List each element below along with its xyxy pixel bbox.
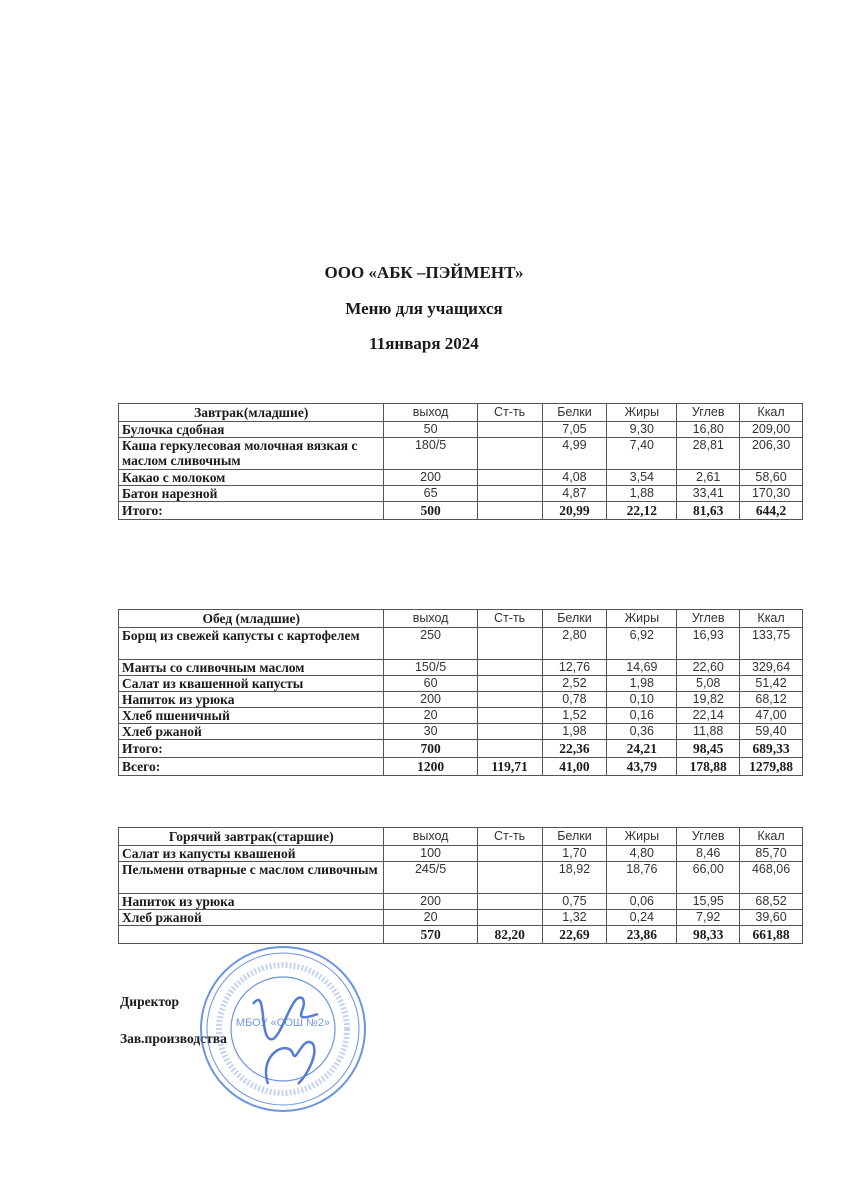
cell-value: 200 <box>384 894 477 910</box>
cell-value: 51,42 <box>740 676 803 692</box>
menu-table-breakfast-junior <box>118 403 803 520</box>
cell-value: 0,24 <box>607 910 677 926</box>
cell-value: 661,88 <box>740 926 803 944</box>
cell-value: 22,60 <box>677 660 740 676</box>
column-header: Жиры <box>607 404 677 422</box>
cell-value: 23,86 <box>607 926 677 944</box>
cell-value: 2,52 <box>542 676 607 692</box>
dish-name: Борщ из свежей капусты с картофелем <box>119 628 384 660</box>
dish-name: Всего: <box>119 758 384 776</box>
dish-name: Каша геркулесовая молочная вязкая с маслом сливочным <box>119 438 384 470</box>
cell-value: 33,41 <box>677 486 740 502</box>
table-row <box>119 486 803 502</box>
cell-value: 7,05 <box>542 422 607 438</box>
cell-value: 200 <box>384 692 477 708</box>
table-row <box>119 628 803 660</box>
meal-title: Обед (младшие) <box>119 610 384 628</box>
cell-value: 0,36 <box>607 724 677 740</box>
cell-value: 0,75 <box>542 894 607 910</box>
official-stamp-icon <box>198 944 368 1114</box>
column-header: Ккал <box>740 610 803 628</box>
cell-value <box>477 692 542 708</box>
cell-value: 14,69 <box>607 660 677 676</box>
table-header-row <box>119 404 803 422</box>
cell-value: 7,92 <box>677 910 740 926</box>
cell-value: 18,76 <box>607 862 677 894</box>
cell-value: 4,99 <box>542 438 607 470</box>
dish-name: Хлеб ржаной <box>119 724 384 740</box>
meal-title: Завтрак(младшие) <box>119 404 384 422</box>
cell-value: 178,88 <box>677 758 740 776</box>
cell-value: 98,45 <box>677 740 740 758</box>
menu-table-lunch-junior <box>118 609 803 776</box>
cell-value <box>477 724 542 740</box>
column-header: Углев <box>677 828 740 846</box>
table-row <box>119 422 803 438</box>
production-head-label: Зав.производства <box>120 1031 227 1046</box>
cell-value: 9,30 <box>607 422 677 438</box>
table-row <box>119 676 803 692</box>
cell-value: 11,88 <box>677 724 740 740</box>
dish-name: Какао с молоком <box>119 470 384 486</box>
cell-value: 16,80 <box>677 422 740 438</box>
menu-table-hot-breakfast-senior <box>118 827 803 944</box>
cell-value: 28,81 <box>677 438 740 470</box>
total-row <box>119 740 803 758</box>
dish-name: Итого: <box>119 502 384 520</box>
cell-value: 20,99 <box>542 502 607 520</box>
column-header: Ккал <box>740 828 803 846</box>
cell-value <box>477 910 542 926</box>
cell-value <box>477 470 542 486</box>
cell-value: 22,36 <box>542 740 607 758</box>
cell-value <box>477 708 542 724</box>
cell-value: 2,61 <box>677 470 740 486</box>
cell-value: 4,08 <box>542 470 607 486</box>
cell-value: 1279,88 <box>740 758 803 776</box>
column-header: выход <box>384 828 477 846</box>
cell-value <box>477 660 542 676</box>
cell-value: 98,33 <box>677 926 740 944</box>
cell-value <box>477 862 542 894</box>
dish-name: Хлеб ржаной <box>119 910 384 926</box>
cell-value: 180/5 <box>384 438 477 470</box>
total-row <box>119 758 803 776</box>
cell-value: 100 <box>384 846 477 862</box>
dish-name: Пельмени отварные с маслом сливочным <box>119 862 384 894</box>
dish-name: Манты со сливочным маслом <box>119 660 384 676</box>
column-header: Ст-ть <box>477 828 542 846</box>
cell-value: 60 <box>384 676 477 692</box>
cell-value: 43,79 <box>607 758 677 776</box>
cell-value: 19,82 <box>677 692 740 708</box>
cell-value: 4,80 <box>607 846 677 862</box>
table-header-row <box>119 828 803 846</box>
cell-value: 20 <box>384 708 477 724</box>
cell-value: 1,70 <box>542 846 607 862</box>
column-header: Ст-ть <box>477 404 542 422</box>
menu-date: 11января 2024 <box>369 334 479 353</box>
cell-value: 170,30 <box>740 486 803 502</box>
table-row <box>119 862 803 894</box>
cell-value: 700 <box>384 740 477 758</box>
cell-value: 0,06 <box>607 894 677 910</box>
column-header: выход <box>384 404 477 422</box>
column-header: Ккал <box>740 404 803 422</box>
table-row <box>119 438 803 470</box>
cell-value: 0,78 <box>542 692 607 708</box>
cell-value: 68,12 <box>740 692 803 708</box>
table-row <box>119 846 803 862</box>
table-row <box>119 724 803 740</box>
organization-name: ООО «АБК –ПЭЙМЕНТ» <box>324 263 524 282</box>
document-title: Меню для учащихся <box>345 299 503 318</box>
cell-value: 570 <box>384 926 477 944</box>
cell-value: 24,21 <box>607 740 677 758</box>
cell-value: 245/5 <box>384 862 477 894</box>
cell-value: 22,12 <box>607 502 677 520</box>
cell-value: 4,87 <box>542 486 607 502</box>
cell-value: 329,64 <box>740 660 803 676</box>
director-label: Директор <box>120 994 180 1009</box>
dish-name: Напиток из урюка <box>119 692 384 708</box>
dish-name <box>119 926 384 944</box>
cell-value: 7,40 <box>607 438 677 470</box>
cell-value <box>477 502 542 520</box>
cell-value: 12,76 <box>542 660 607 676</box>
cell-value: 65 <box>384 486 477 502</box>
cell-value: 5,08 <box>677 676 740 692</box>
cell-value: 39,60 <box>740 910 803 926</box>
cell-value: 85,70 <box>740 846 803 862</box>
cell-value: 18,92 <box>542 862 607 894</box>
cell-value: 8,46 <box>677 846 740 862</box>
cell-value: 2,80 <box>542 628 607 660</box>
column-header: Ст-ть <box>477 610 542 628</box>
table-row <box>119 692 803 708</box>
cell-value: 250 <box>384 628 477 660</box>
cell-value: 200 <box>384 470 477 486</box>
table-row <box>119 470 803 486</box>
cell-value: 150/5 <box>384 660 477 676</box>
cell-value: 1,98 <box>542 724 607 740</box>
cell-value <box>477 676 542 692</box>
column-header: Углев <box>677 610 740 628</box>
cell-value: 0,16 <box>607 708 677 724</box>
cell-value: 206,30 <box>740 438 803 470</box>
dish-name: Хлеб пшеничный <box>119 708 384 724</box>
cell-value: 58,60 <box>740 470 803 486</box>
cell-value: 1,98 <box>607 676 677 692</box>
cell-value: 1200 <box>384 758 477 776</box>
cell-value: 30 <box>384 724 477 740</box>
total-row <box>119 502 803 520</box>
cell-value <box>477 486 542 502</box>
cell-value: 66,00 <box>677 862 740 894</box>
cell-value: 6,92 <box>607 628 677 660</box>
table-row <box>119 910 803 926</box>
cell-value: 82,20 <box>477 926 542 944</box>
cell-value: 81,63 <box>677 502 740 520</box>
cell-value: 1,88 <box>607 486 677 502</box>
dish-name: Салат из квашенной капусты <box>119 676 384 692</box>
cell-value: 3,54 <box>607 470 677 486</box>
cell-value: 20 <box>384 910 477 926</box>
cell-value: 133,75 <box>740 628 803 660</box>
cell-value <box>477 894 542 910</box>
cell-value <box>477 628 542 660</box>
column-header: Белки <box>542 610 607 628</box>
cell-value <box>477 740 542 758</box>
dish-name: Батон нарезной <box>119 486 384 502</box>
dish-name: Напиток из урюка <box>119 894 384 910</box>
stamp-text: МБОУ «СОШ №2» <box>235 1017 331 1029</box>
table-header-row <box>119 610 803 628</box>
cell-value: 1,52 <box>542 708 607 724</box>
cell-value: 119,71 <box>477 758 542 776</box>
dish-name: Булочка сдобная <box>119 422 384 438</box>
cell-value <box>477 422 542 438</box>
cell-value: 47,00 <box>740 708 803 724</box>
dish-name: Итого: <box>119 740 384 758</box>
cell-value: 0,10 <box>607 692 677 708</box>
column-header: Жиры <box>607 610 677 628</box>
cell-value: 644,2 <box>740 502 803 520</box>
table-row <box>119 894 803 910</box>
cell-value <box>477 438 542 470</box>
column-header: Жиры <box>607 828 677 846</box>
cell-value: 500 <box>384 502 477 520</box>
column-header: выход <box>384 610 477 628</box>
dish-name: Салат из капусты квашеной <box>119 846 384 862</box>
cell-value: 50 <box>384 422 477 438</box>
cell-value: 22,69 <box>542 926 607 944</box>
cell-value: 468,06 <box>740 862 803 894</box>
table-row <box>119 660 803 676</box>
cell-value: 41,00 <box>542 758 607 776</box>
cell-value: 209,00 <box>740 422 803 438</box>
cell-value: 16,93 <box>677 628 740 660</box>
cell-value: 59,40 <box>740 724 803 740</box>
cell-value: 68,52 <box>740 894 803 910</box>
cell-value: 689,33 <box>740 740 803 758</box>
total-row <box>119 926 803 944</box>
column-header: Белки <box>542 404 607 422</box>
column-header: Углев <box>677 404 740 422</box>
cell-value: 1,32 <box>542 910 607 926</box>
meal-title: Горячий завтрак(старшие) <box>119 828 384 846</box>
table-row <box>119 708 803 724</box>
cell-value <box>477 846 542 862</box>
cell-value: 22,14 <box>677 708 740 724</box>
column-header: Белки <box>542 828 607 846</box>
cell-value: 15,95 <box>677 894 740 910</box>
